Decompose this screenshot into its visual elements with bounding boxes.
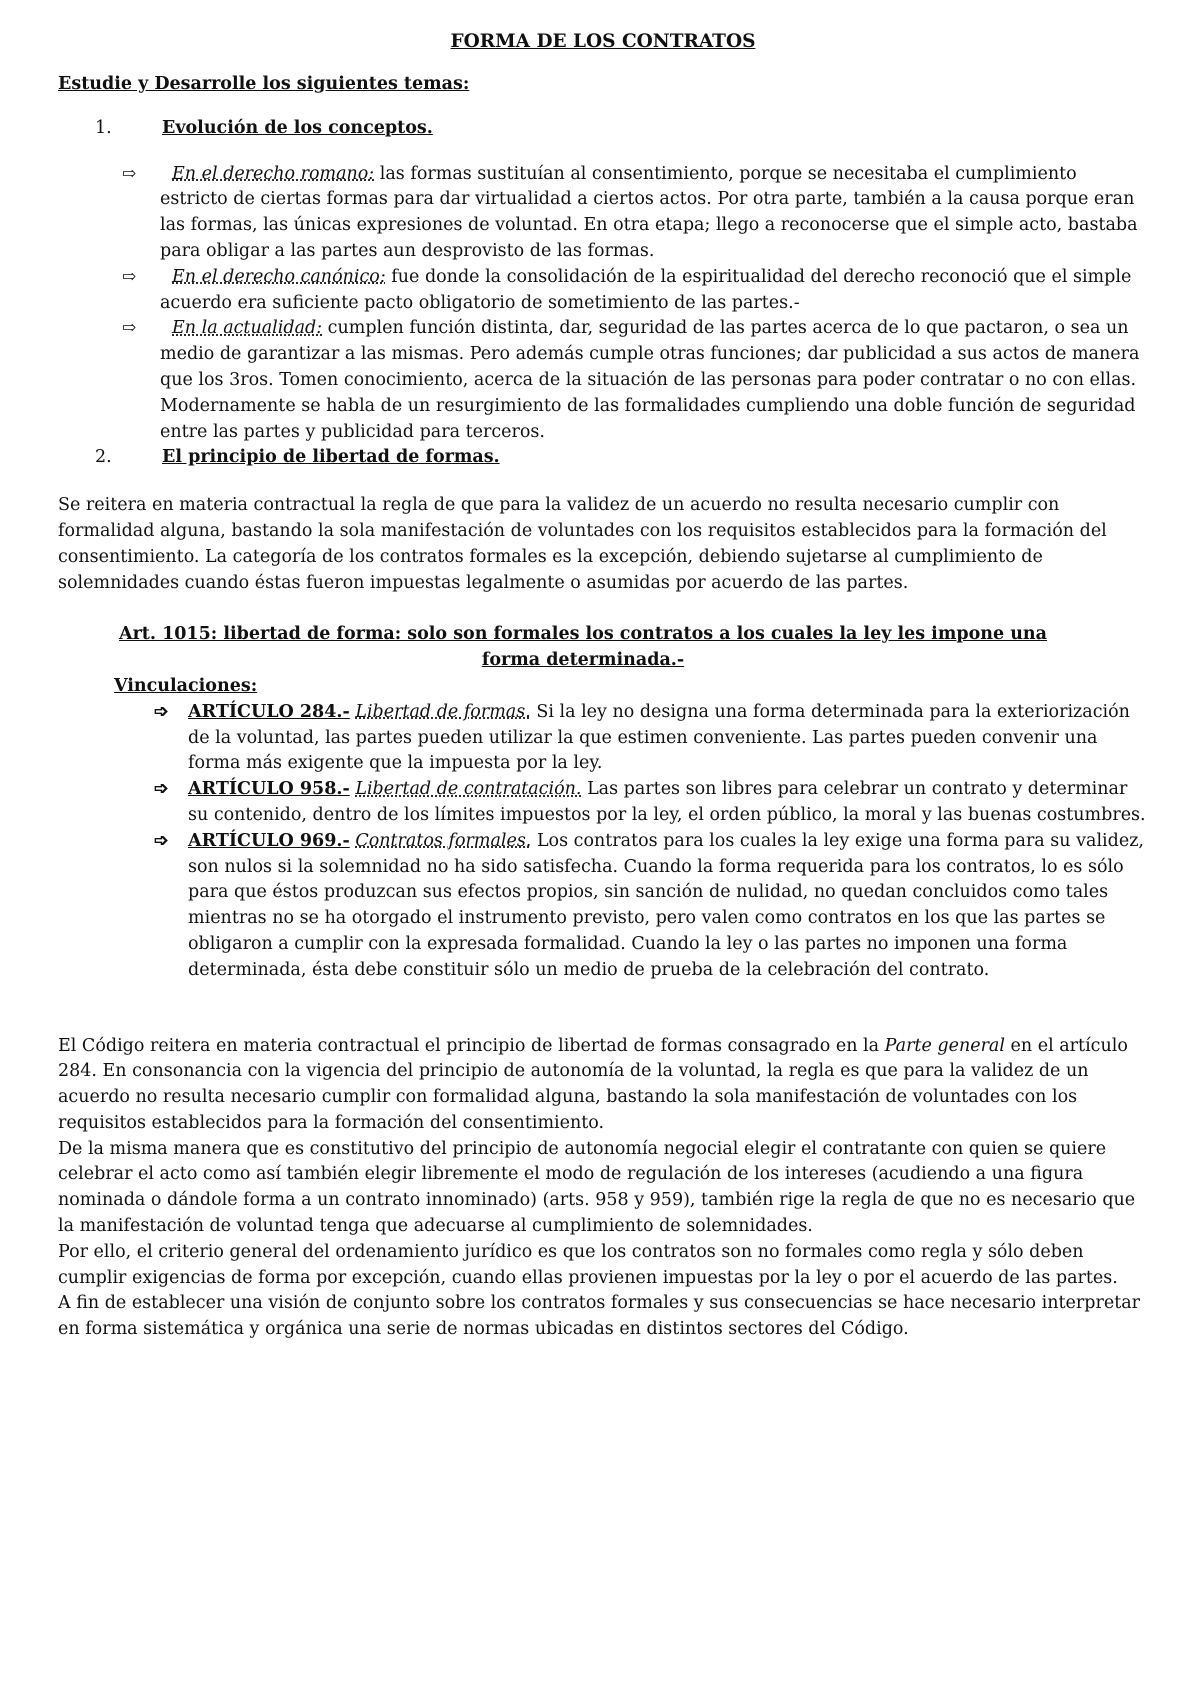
item-text: las formas sustituían al consentimiento, porque se necesitaba el cumplimiento estricto de ciertas formas para dar virtualidad a ciertos actos. Por otra parte, también a la causa porque eran las formas, las únicas expresiones de voluntad. En otra etapa; llego a reconocerse que el simple acto, bastaba para obligar a las partes aun desprovisto de las formas. [160,163,1138,261]
article-heading: Art. 1015: libertad de forma: solo son formales los contratos a los cuales la ley les impone una forma determinada.- [119,624,1047,671]
article-title: Contratos formales. [355,830,532,851]
document-subtitle: Estudie y Desarrolle los siguientes temas: [58,74,470,94]
paragraph-2 [58,1034,1148,1137]
item-lead: En el derecho canónico: [172,266,386,287]
section-1-label: Evolución de los conceptos. [162,117,433,138]
arrow-right-icon: ➩ [154,830,169,851]
item-text: cumplen función distinta, dar, seguridad de las partes acerca de lo que pactaron, o sea un medio de garantizar a las mismas. Pero además cumple otras funciones; dar publicidad a sus actos de manera que los 3ros. Tomen conocimiento, acerca de la situación de las personas para poder contratar o no con ellas. Modernamente se habla de un resurgimiento de las formalidades cumpliendo una doble función de seguridad entre las partes y publicidad para terceros. [160,318,1140,442]
arrow-right-icon: ➩ [154,701,169,722]
article-number: ARTÍCULO 284.- [188,701,350,722]
article-text: Los contratos para los cuales la ley exige una forma para su validez, son nulos si la solemnidad no ha sido satisfecha. Cuando la forma requerida para los contratos, lo es sólo para que éstos produzcan sus efectos propios, sin sanción de nulidad, no quedan concluidos como tales mientras no se ha otorgado el instrumento previsto, pero valen como contratos en los que las partes se obligaron a cumplir con la expresada formalidad. Cuando la ley o las partes no imponen una forma determinada, ésta debe constituir sólo un medio de prueba de la celebración del contrato. [188,830,1144,980]
section-2-number: 2. [95,447,112,468]
section-2-heading [58,445,1148,471]
article-title: Libertad de formas. [355,701,531,722]
articles-list [58,700,1148,984]
section-1-number: 1. [95,117,112,138]
section-2-label: El principio de libertad de formas. [162,447,500,468]
item-lead: En la actualidad: [172,318,323,339]
item-lead: En el derecho romano: [172,163,375,184]
list-item [58,829,1148,984]
section-1-heading [58,116,1148,142]
paragraph-2-before: El Código reitera en materia contractual el principio de libertad de formas consagrado en la [58,1035,885,1056]
article-number: ARTÍCULO 958.- [188,779,350,800]
arrow-right-icon: ⇨ [122,266,137,287]
paragraph-4: Por ello, el criterio general del ordenamiento jurídico es que los contratos son no formales como regla y sólo deben cumplir exigencias de forma por excepción, cuando ellas provienen impuestas por la ley o por el acuerdo de las partes. [58,1241,1118,1288]
list-item [58,265,1148,317]
paragraph-2-after: en el artículo 284. En consonancia con la vigencia del principio de autonomía de la voluntad, la regla es que para la validez de un acuerdo no resulta necesario cumplir con formalidad alguna, bastando la sola manifestación de voluntades con los requisitos establecidos para la formación del consentimiento. [58,1035,1128,1133]
document-page [58,26,1148,1343]
list-item [58,700,1148,777]
article-text: Si la ley no designa una forma determinada para la exteriorización de la voluntad, las partes pueden utilizar la que estimen conveniente. Las partes pueden convenir una forma más exigente que la impuesta por la ley. [188,701,1130,774]
list-item [58,316,1148,445]
article-title: Libertad de contratación. [355,779,582,800]
document-title: FORMA DE LOS CONTRATOS [450,31,756,52]
item-text: fue donde la consolidación de la espiritualidad del derecho reconoció que el simple acuerdo era suficiente pacto obligatorio de sometimiento de las partes.- [160,266,1132,313]
article-number: ARTÍCULO 969.- [188,830,350,851]
list-item [58,777,1148,829]
arrow-right-icon: ⇨ [122,163,137,184]
paragraph-1: Se reitera en materia contractual la regla de que para la validez de un acuerdo no resulta necesario cumplir con formalidad alguna, bastando la sola manifestación de voluntades con los requisitos establecidos para la formación del consentimiento. La categoría de los contratos formales es la excepción, debiendo sujetarse al cumplimiento de solemnidades cuando éstas fueron impuestas legalmente o asumidas por acuerdo de las partes. [58,495,1107,593]
arrow-right-icon: ⇨ [122,318,137,339]
arrow-right-icon: ➩ [154,779,169,800]
paragraph-2-italic: Parte general [884,1035,1005,1056]
paragraph-5: A fin de establecer una visión de conjunto sobre los contratos formales y sus consecuencias se hace necesario interpretar en forma sistemática y orgánica una serie de normas ubicadas en distintos sectores del Código. [58,1293,1141,1340]
list-item [58,162,1148,265]
paragraph-3: De la misma manera que es constitutivo del principio de autonomía negocial elegir el contratante con quien se quiere celebrar el acto como así también elegir libremente el modo de regulación de los intereses (acudiendo a una figura nominada o dándole forma a un contrato innominado) (arts. 958 y 959), también rige la regla de que no es necesario que la manifestación de voluntad tenga que adecuarse al cumplimiento de solemnidades. [58,1138,1136,1237]
vinculaciones-label: Vinculaciones: [114,675,258,696]
section-1-list [58,162,1148,446]
article-text: Las partes son libres para celebrar un contrato y determinar su contenido, dentro de los límites impuestos por la ley, el orden público, la moral y las buenas costumbres. [188,779,1146,825]
